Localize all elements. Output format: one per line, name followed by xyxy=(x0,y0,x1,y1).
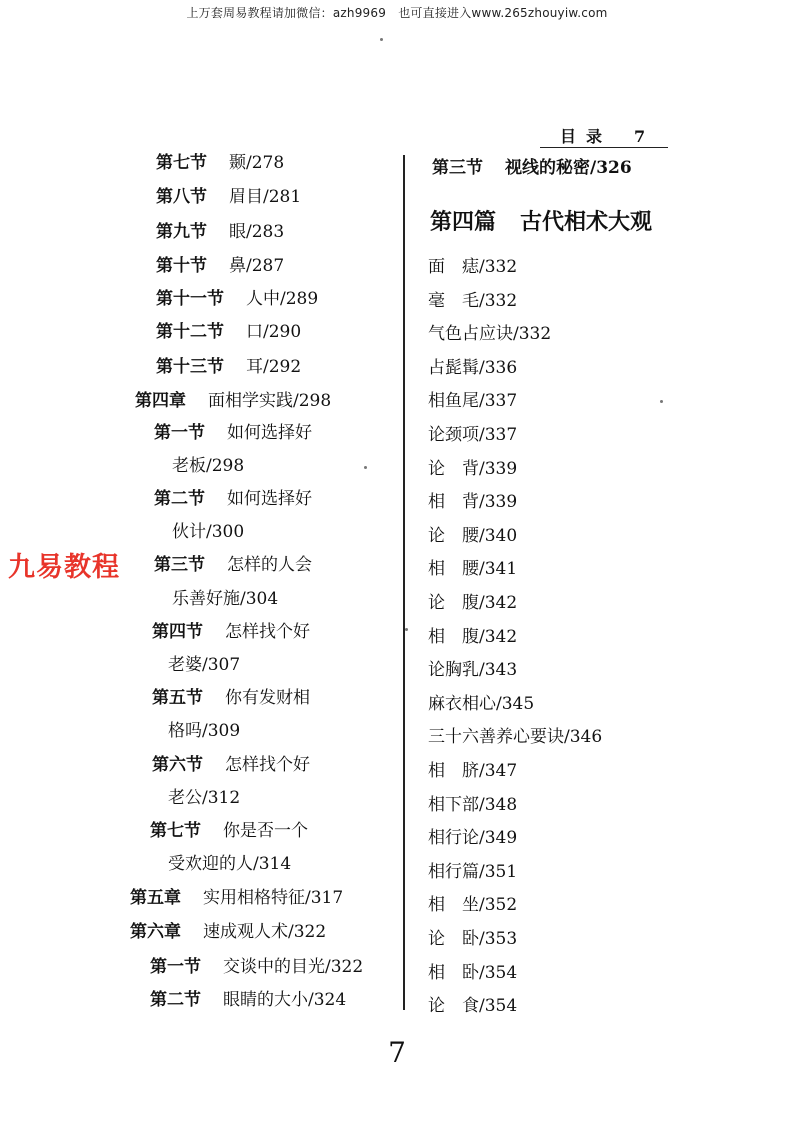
toc-entry-title: 怎样找个好 xyxy=(225,622,310,642)
toc-entry-right: 论 卧/353 xyxy=(428,929,518,949)
toc-entry-label: 第六章 xyxy=(130,922,181,942)
toc-entry-right: 相 腰/341 xyxy=(428,559,518,579)
toc-entry xyxy=(168,720,240,742)
running-head-page: 7 xyxy=(634,127,646,146)
toc-entry xyxy=(130,887,343,909)
scan-speck xyxy=(660,400,663,403)
toc-entry-right: 占髭髯/336 xyxy=(428,358,518,378)
toc-entry-title: 格吗/309 xyxy=(168,721,241,741)
toc-entry-label: 第三节 xyxy=(154,555,205,575)
toc-entry-title: 老板/298 xyxy=(172,456,245,476)
header-banner: 上万套周易教程请加微信：azh9969 也可直接进入www.265zhouyiw.com xyxy=(186,6,608,20)
toc-entry-title: 怎样找个好 xyxy=(225,755,310,775)
toc-entry xyxy=(168,853,291,875)
running-head-label: 目录 xyxy=(560,127,613,146)
toc-entry-title: 口/290 xyxy=(246,322,302,342)
scan-speck xyxy=(405,628,408,631)
toc-entry-right: 相 卧/354 xyxy=(428,963,518,983)
toc-entry xyxy=(156,186,301,208)
toc-entry-label: 第一节 xyxy=(154,423,205,443)
toc-entry-title: 交谈中的目光/322 xyxy=(223,957,364,977)
toc-entry xyxy=(135,390,331,412)
toc-entry xyxy=(172,455,244,477)
toc-entry-label: 第十二节 xyxy=(156,322,224,342)
toc-entry xyxy=(154,422,312,444)
toc-entry-label: 第九节 xyxy=(156,222,207,242)
column-divider xyxy=(403,155,405,1010)
toc-entry-label: 第四节 xyxy=(152,622,203,642)
toc-entry-right: 相下部/348 xyxy=(428,795,518,815)
toc-entry-title: 实用相格特征/317 xyxy=(203,888,344,908)
toc-entry xyxy=(156,152,284,174)
toc-entry-right: 相 背/339 xyxy=(428,492,518,512)
toc-entry xyxy=(156,288,318,310)
toc-entry xyxy=(152,687,310,709)
header-rule xyxy=(540,147,668,148)
toc-entry-title: 视线的秘密/326 xyxy=(505,158,632,178)
toc-entry-right: 相行论/349 xyxy=(428,828,518,848)
running-head xyxy=(560,124,645,147)
part-heading-title: 古代相术大观 xyxy=(520,210,653,235)
toc-entry xyxy=(150,989,346,1011)
toc-entry-right: 论 腰/340 xyxy=(428,526,518,546)
toc-entry-label: 第三节 xyxy=(432,158,483,178)
toc-entry-title: 你有发财相 xyxy=(225,688,310,708)
toc-entry-label: 第十一节 xyxy=(156,289,224,309)
toc-entry-label: 第十节 xyxy=(156,256,207,276)
toc-entry-title: 耳/292 xyxy=(246,357,302,377)
toc-entry-title: 颞/278 xyxy=(229,153,285,173)
toc-entry-title: 人中/289 xyxy=(246,289,319,309)
toc-entry-right: 三十六善养心要诀/346 xyxy=(428,727,603,747)
toc-entry-title: 你是否一个 xyxy=(223,821,308,841)
toc-entry-label: 第二节 xyxy=(154,489,205,509)
toc-entry xyxy=(150,820,308,842)
toc-entry-right: 麻衣相心/345 xyxy=(428,694,535,714)
toc-entry xyxy=(172,588,278,610)
toc-entry xyxy=(156,255,284,277)
toc-entry-right-first xyxy=(432,157,632,179)
toc-entry xyxy=(154,554,312,576)
toc-entry-label: 第七节 xyxy=(156,153,207,173)
toc-entry xyxy=(168,787,240,809)
part-heading xyxy=(430,205,652,236)
toc-entry xyxy=(152,754,310,776)
toc-entry-label: 第四章 xyxy=(135,391,186,411)
toc-entry-label: 第二节 xyxy=(150,990,201,1010)
toc-entry-label: 第一节 xyxy=(150,957,201,977)
toc-entry-title: 面相学实践/298 xyxy=(208,391,332,411)
toc-entry xyxy=(156,356,301,378)
toc-entry-right: 论 腹/342 xyxy=(428,593,518,613)
toc-entry xyxy=(130,921,326,943)
toc-entry-right: 面 痣/332 xyxy=(428,257,518,277)
toc-entry-title: 眼睛的大小/324 xyxy=(223,990,347,1010)
toc-entry-label: 第五章 xyxy=(130,888,181,908)
toc-entry-right: 相鱼尾/337 xyxy=(428,391,518,411)
toc-entry xyxy=(156,221,284,243)
toc-entry-right: 相 腹/342 xyxy=(428,627,518,647)
toc-entry xyxy=(154,488,312,510)
toc-entry xyxy=(172,521,244,543)
toc-entry-title: 伙计/300 xyxy=(172,522,245,542)
toc-entry-title: 乐善好施/304 xyxy=(172,589,279,609)
toc-entry-label: 第十三节 xyxy=(156,357,224,377)
toc-entry-right: 相 坐/352 xyxy=(428,895,518,915)
toc-entry-right: 气色占应诀/332 xyxy=(428,324,552,344)
toc-entry-right: 论 食/354 xyxy=(428,996,518,1016)
toc-entry-title: 如何选择好 xyxy=(227,423,312,443)
toc-entry-right: 论颈项/337 xyxy=(428,425,518,445)
toc-entry-right: 相 脐/347 xyxy=(428,761,518,781)
toc-entry-title: 鼻/287 xyxy=(229,256,285,276)
toc-entry-label: 第六节 xyxy=(152,755,203,775)
toc-entry xyxy=(156,321,301,343)
toc-entry-label: 第七节 xyxy=(150,821,201,841)
toc-entry-title: 老公/312 xyxy=(168,788,241,808)
toc-entry-title: 老婆/307 xyxy=(168,655,241,675)
scan-speck xyxy=(380,38,383,41)
toc-entry-title: 如何选择好 xyxy=(227,489,312,509)
page-number: 7 xyxy=(388,1036,406,1069)
toc-entry xyxy=(152,621,310,643)
toc-entry-label: 第五节 xyxy=(152,688,203,708)
toc-entry-right: 相行篇/351 xyxy=(428,862,518,882)
watermark-logo: 九易教程 xyxy=(8,552,120,583)
toc-entry-right: 论胸乳/343 xyxy=(428,660,518,680)
toc-entry xyxy=(150,956,363,978)
toc-entry-title: 怎样的人会 xyxy=(227,555,312,575)
toc-entry-right: 毫 毛/332 xyxy=(428,291,518,311)
toc-entry-title: 速成观人术/322 xyxy=(203,922,327,942)
toc-entry-label: 第八节 xyxy=(156,187,207,207)
toc-entry-title: 受欢迎的人/314 xyxy=(168,854,292,874)
scan-speck xyxy=(364,466,367,469)
toc-entry-right: 论 背/339 xyxy=(428,459,518,479)
toc-entry-title: 眼/283 xyxy=(229,222,285,242)
toc-entry-title: 眉目/281 xyxy=(229,187,302,207)
toc-entry xyxy=(168,654,240,676)
part-heading-label: 第四篇 xyxy=(430,210,497,235)
